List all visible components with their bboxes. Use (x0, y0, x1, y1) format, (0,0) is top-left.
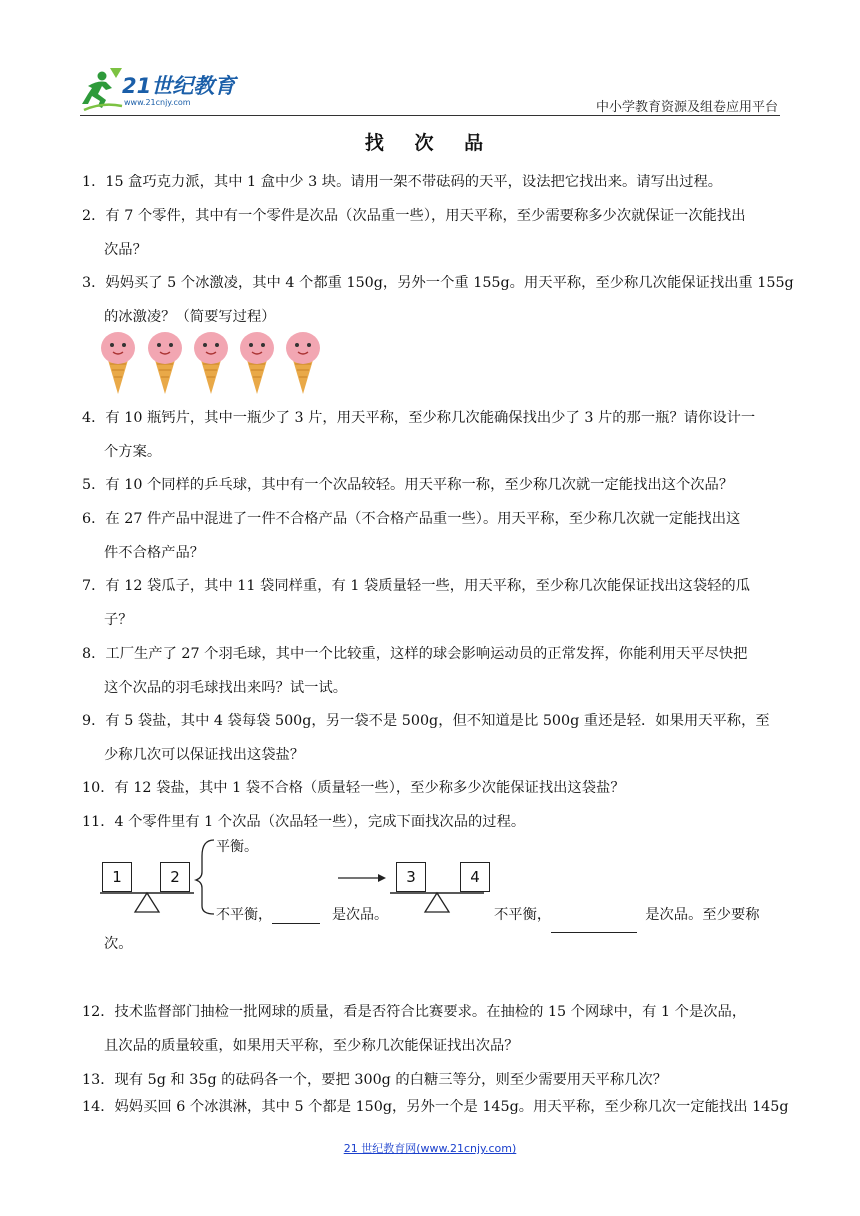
ice-cream-icon (283, 330, 323, 396)
question-text: 技术监督部门抽检一批网球的质量，看是否符合比赛要求。在抽检的 15 个网球中，有 1 个是次品， (114, 1004, 747, 1020)
question-11 (82, 805, 782, 839)
question-13 (82, 1063, 782, 1097)
question-1 (82, 165, 782, 199)
ice-cream-illustration (98, 330, 328, 396)
question-14 (82, 1097, 789, 1117)
logo-text: 21世纪教育 (122, 74, 236, 98)
question-6 (82, 502, 782, 570)
question-number: 4． (82, 410, 106, 426)
tail-unbalanced-text: 不平衡， (494, 907, 552, 923)
question-8 (82, 637, 782, 705)
question-number: 3． (82, 275, 106, 291)
ice-cream-icon (237, 330, 277, 396)
question-text-cont: 且次品的质量较重，如果用天平称，至少称几次能保证找出次品？ (104, 1038, 519, 1054)
question-text: 工厂生产了 27 个羽毛球，其中一个比较重，这样的球会影响运动员的正常发挥，你能利用天平尽快把 (105, 646, 748, 662)
question-text: 4 个零件里有 1 个次品（次品轻一些），完成下面找次品的过程。 (114, 814, 526, 830)
part-box-3: 3 (396, 862, 426, 892)
question-text-cont: 件不合格产品？ (104, 545, 205, 561)
question-12-cont (82, 1029, 782, 1063)
question-number: 7． (82, 578, 106, 594)
header-rule (80, 115, 780, 116)
question-text-cont: 这个次品的羽毛球找出来吗？试一试。 (104, 680, 348, 696)
question-text: 在 27 件产品中混进了一件不合格产品（不合格产品重一些）。用天平称，至少称几次就一定能找出这 (105, 511, 741, 527)
platform-name: 中小学教育资源及组卷应用平台 (595, 100, 778, 115)
question-3 (82, 266, 794, 334)
question-10 (82, 771, 782, 805)
question-12 (82, 995, 782, 1029)
balance-diagram (98, 836, 518, 932)
question-text: 有 12 袋盐，其中 1 袋不合格（质量轻一些），至少称多少次能保证找出这袋盐？ (114, 780, 625, 796)
question-7 (82, 569, 782, 637)
question-text: 有 10 瓶钙片，其中一瓶少了 3 片，用天平称，至少称几次能确保找出少了 3 片的那一瓶？请你设计一 (105, 410, 756, 426)
question-number: 8． (82, 646, 106, 662)
ice-cream-icon (145, 330, 185, 396)
runner-logo-icon (80, 66, 124, 112)
question-text: 妈妈买回 6 个冰淇淋，其中 5 个都是 150g，另外一个是 145g。用天平称，至少称几次一定能找出 145g (114, 1099, 789, 1115)
question-number: 10． (82, 780, 115, 796)
defective-text: 是次品。 (332, 907, 388, 923)
question-number: 11． (82, 814, 115, 830)
part-box-1: 1 (102, 862, 132, 892)
question-text-cont: 的冰激凌？（简要写过程） (104, 309, 276, 325)
question-number: 2． (82, 208, 106, 224)
question-2 (82, 199, 782, 267)
page-header (80, 66, 780, 116)
balanced-label: 平衡。 (216, 839, 258, 855)
question-4 (82, 401, 782, 469)
question-text: 有 12 袋瓜子，其中 11 袋同样重，有 1 袋质量轻一些，用天平称，至少称几次能保证找出这袋轻的瓜 (105, 578, 751, 594)
tail-end-text: 次。 (104, 936, 133, 952)
question-number: 1． (82, 174, 106, 190)
question-text: 有 5 袋盐，其中 4 袋每袋 500g，另一袋不是 500g，但不知道是比 500g 重还是轻．如果用天平称，至 (105, 713, 770, 729)
question-number: 12． (82, 1004, 115, 1020)
question-number: 5． (82, 477, 106, 493)
question-text-cont: 个方案。 (104, 444, 162, 460)
page-title: 找 次 品 (364, 132, 496, 154)
question-11-end (82, 927, 782, 961)
tail-rest-text: 是次品。至少要称 (645, 907, 760, 923)
question-text: 15 盒巧克力派，其中 1 盒中少 3 块。请用一架不带砝码的天平，设法把它找出来。请写出过程。 (105, 174, 723, 190)
part-box-2: 2 (160, 862, 190, 892)
question-text: 有 7 个零件，其中有一个零件是次品（次品重一些），用天平称，至少需要称多少次就保证一次能找出 (105, 208, 746, 224)
question-number: 9． (82, 713, 106, 729)
question-text-cont: 子？ (104, 612, 133, 628)
question-number: 6． (82, 511, 106, 527)
ice-cream-icon (191, 330, 231, 396)
question-text: 现有 5g 和 35g 的砝码各一个，要把 300g 的白糖三等分，则至少需要用天平称几次？ (114, 1072, 667, 1088)
logo (80, 66, 280, 112)
question-text: 有 10 个同样的乒乓球，其中有一个次品较轻。用天平称一称，至少称几次就一定能找出这个次品？ (105, 477, 734, 493)
question-text: 妈妈买了 5 个冰激凌，其中 4 个都重 150g，另外一个重 155g。用天平称，至少称几次能保证找出重 155g (105, 275, 794, 291)
footer-link[interactable]: 21 世纪教育网(www.21cnjy.com) (343, 1142, 517, 1155)
question-5 (82, 468, 782, 502)
question-text-cont: 少称几次可以保证找出这袋盐？ (104, 747, 305, 763)
part-box-4: 4 (460, 862, 490, 892)
ice-cream-icon (98, 330, 138, 396)
question-number: 14． (82, 1099, 115, 1115)
unbalanced-text: 不平衡， (216, 907, 272, 923)
question-number: 13． (82, 1072, 115, 1088)
logo-url: www.21cnjy.com (124, 98, 191, 107)
answer-blank-1[interactable] (272, 907, 320, 924)
question-9 (82, 704, 782, 772)
unbalanced-label (216, 904, 388, 924)
question-text-cont: 次品？ (104, 242, 147, 258)
